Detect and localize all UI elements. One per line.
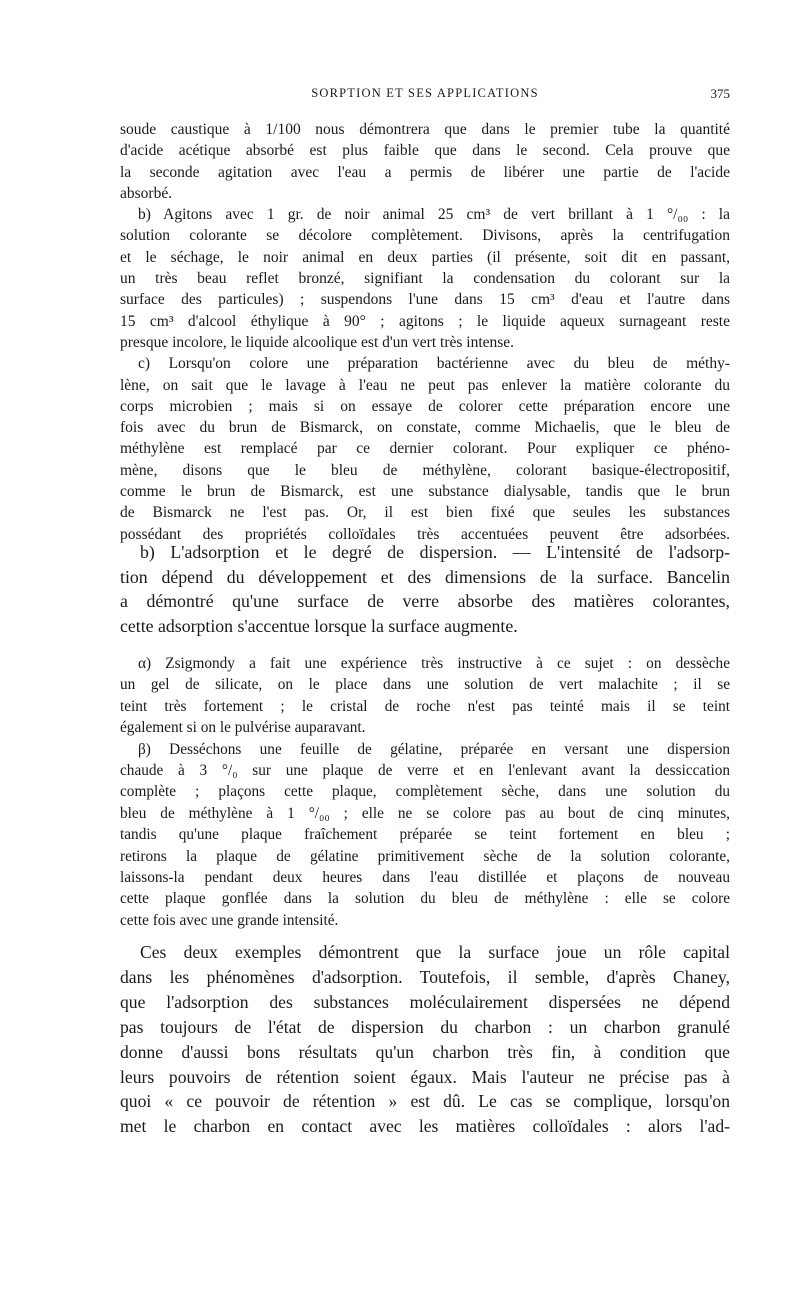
text-line: cette fois avec une grande intensité. [120, 911, 339, 929]
text-line: α) Zsigmondy a fait une expérience très instructive à ce sujet : on dessèche [138, 655, 730, 672]
section-heading-line: b) L'adsorption et le degré de dispersion. — L'intensité de l'adsorp- [140, 542, 730, 562]
text-line: pas toujours de l'état de dispersion du charbon : un charbon granulé [120, 1016, 730, 1037]
text-line: corps microbien ; mais si on essaye de colorer cette préparation encore une [120, 397, 730, 415]
text-line: met le charbon en contact avec les matières colloïdales : alors l'ad- [120, 1116, 730, 1137]
text-line: comme le brun de Bismarck, est une substance dialysable, tandis que le brun [120, 483, 730, 501]
text-line: solution colorante se décolore complètement. Divisons, après la centrifugation [120, 227, 730, 245]
text-line: également si on le pulvérise auparavant. [120, 719, 366, 737]
text-line: tandis qu'une plaque fraîchement préparée se teint fortement en bleu ; [120, 826, 730, 844]
text-line: de Bismarck ne l'est pas. Or, il est bien fixé que seules les substances [120, 504, 730, 522]
text-line: un très beau reflet bronzé, signifiant la condensation du colorant sur la [120, 270, 730, 288]
text-line: a démontré qu'une surface de verre absorbe des matières colorantes, [120, 591, 730, 612]
text-line: presque incolore, le liquide alcoolique est d'un vert très intense. [120, 333, 515, 351]
text-line: fois avec du brun de Bismarck, on constate, comme Michaelis, que le bleu de [120, 419, 730, 437]
text-line: dans les phénomènes d'adsorption. Toutefois, il semble, d'après Chaney, [120, 966, 730, 987]
text-line: cette plaque gonflée dans la solution du bleu de méthylène : elle se colore [120, 890, 730, 908]
text-line: surface des particules) ; suspendons l'une dans 15 cm³ d'eau et l'autre dans [120, 291, 730, 309]
text-line: donne d'aussi bons résultats qu'un charbon très fin, à condition que [120, 1041, 730, 1062]
text-line: soude caustique à 1/100 nous démontrera que dans le premier tube la quantité [120, 121, 730, 138]
text-line: complète ; plaçons cette plaque, complètement sèche, dans une solution du [120, 783, 730, 801]
text-line: Ces deux exemples démontrent que la surface joue un rôle capital [140, 942, 730, 962]
text-line: que l'adsorption des substances moléculairement dispersées ne dépend [120, 991, 730, 1012]
text-line: retirons la plaque de gélatine primitivement sèche de la solution colorante, [120, 847, 730, 865]
experiments-block-a [120, 119, 730, 545]
text-line: teint très fortement ; le cristal de roche n'est pas teinté mais il se teint [120, 697, 730, 715]
text-line: la seconde agitation avec l'eau a permis de libérer une partie de l'acide [120, 163, 730, 181]
page-number: 375 [710, 86, 730, 101]
text-line: cette adsorption s'accentue lorsque la surface augmente. [120, 615, 518, 636]
text-line: bleu de méthylène à 1 °/₀₀ ; elle ne se colore pas au bout de cinq minutes, [120, 804, 730, 822]
text-line: chaude à 3 °/₀ sur une plaque de verre et en l'enlevant avant la dessiccation [120, 762, 730, 780]
text-line: et le séchage, le noir animal en deux parties (il présente, soit dit en passant, [120, 248, 730, 266]
experiments-block-alpha-beta [120, 653, 730, 931]
text-line: un gel de silicate, on le place dans une solution de vert malachite ; il se [120, 676, 730, 694]
text-line: d'acide acétique absorbé est plus faible que dans le second. Cela prouve que [120, 142, 730, 160]
text-line: β) Desséchons une feuille de gélatine, préparée en versant une dispersion [138, 740, 730, 758]
text-line: laissons-la pendant deux heures dans l'eau distillée et plaçons de nouveau [120, 869, 730, 887]
text-line: b) Agitons avec 1 gr. de noir animal 25 cm³ de vert brillant à 1 °/₀₀ : la [138, 206, 730, 224]
text-line: lène, on sait que le lavage à l'eau ne peut pas enlever la matière colorante du [120, 376, 730, 394]
running-head [120, 86, 730, 106]
text-line: c) Lorsqu'on colore une préparation bactérienne avec du bleu de méthy- [138, 355, 730, 373]
section-adsorption-dispersion [120, 540, 730, 638]
running-title: SORPTION ET SES APPLICATIONS [311, 86, 539, 100]
conclusion-paragraph [120, 940, 730, 1139]
text-line: absorbé. [120, 184, 173, 202]
text-line: possédant des propriétés colloïdales très accentuées peuvent être adsorbées. [120, 525, 730, 543]
text-line: méthylène est remplacé par ce dernier colorant. Pour expliquer ce phéno- [120, 440, 730, 458]
text-line: quoi « ce pouvoir de rétention » est dû. Le cas se complique, lorsqu'on [120, 1091, 730, 1112]
text-line: mène, disons que le bleu de méthylène, colorant basique-électropositif, [120, 461, 730, 479]
text-line: 15 cm³ d'alcool éthylique à 90° ; agitons ; le liquide aqueux surnageant reste [120, 312, 730, 330]
text-line: leurs pouvoirs de rétention soient égaux. Mais l'auteur ne précise pas à [120, 1066, 730, 1087]
text-line: tion dépend du développement et des dimensions de la surface. Bancelin [120, 566, 730, 587]
